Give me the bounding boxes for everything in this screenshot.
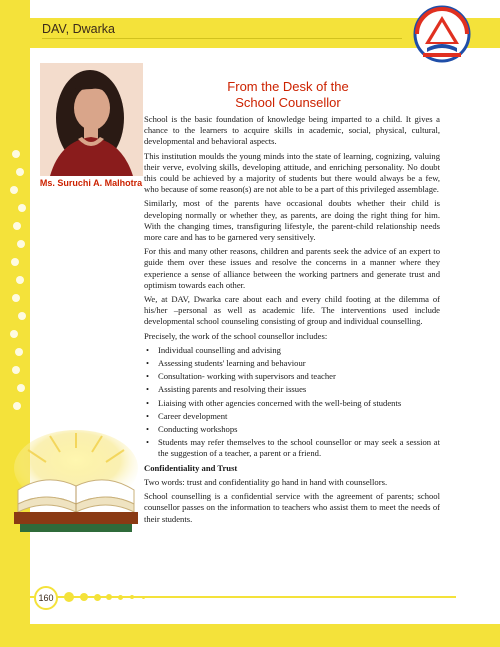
portrait-caption: Ms. Suruchi A. Malhotra xyxy=(39,178,143,188)
footer-dot-pattern xyxy=(60,588,240,608)
paragraph: School is the basic foundation of knowledge being imparted to a child. It gives a chance to the learners to acquire skills in academic, social, physical, cultural, developmental and behavioral aspects. xyxy=(144,114,440,147)
paragraph: For this and many other reasons, children and parents seek the advice of an expert to guide them over these issues and resolve the concerns in a manner where they experience a sense of alliance between the working partners and generate trust and optimism towards each other. xyxy=(144,246,440,290)
paragraph: Precisely, the work of the school counsellor includes: xyxy=(144,330,328,341)
page-title xyxy=(150,79,426,111)
bullet-icon: • xyxy=(146,437,150,448)
bullet-icon: • xyxy=(146,410,150,421)
title-line-2: School Counsellor xyxy=(235,95,341,110)
list-item: • Career development xyxy=(146,410,228,421)
bottom-decorative-band xyxy=(30,624,500,647)
list-item: • Conducting workshops xyxy=(146,424,238,435)
paragraph: School counselling is a confidential service with the agreement of parents; school counsellor passes on the information to teachers who assist them to meet the needs of their students. xyxy=(144,491,440,524)
list-item: • Assisting parents and resolving their issues xyxy=(146,384,307,395)
list-item: • Students may refer themselves to the school counsellor or may seek a session at the suggestion of a teacher, a parent or a friend. xyxy=(146,437,440,459)
bullet-icon: • xyxy=(146,384,150,395)
confidentiality-heading: Confidentiality and Trust xyxy=(144,462,238,473)
paragraph: Similarly, most of the parents have occasional doubts whether their child is developing normally or whether they, as parents, are doing the right thing for him. With the changing times, transfiguring lifestyle, the parent-child relationship needs more care and has to be garnered very sensitively. xyxy=(144,198,440,243)
paragraph: We, at DAV, Dwarka care about each and every child footing at the dilemma of his/her –personal as well as academic life. The interventions used include developmental school counseling consisting of group and individual counselling. xyxy=(144,294,440,327)
counsellor-duties-list xyxy=(144,345,440,460)
paragraph: This institution moulds the young minds into the state of learning, cognizing, valuing their verve, evolving skills, developing attitude, and enriching personality. No doubt this could be achieved by a majority of students but there would always be a few, who because of some reason(s) are not able to be a part of this privileged assemblage. xyxy=(144,150,440,195)
open-book-illustration-icon xyxy=(10,428,142,540)
header-school-name: DAV, Dwarka xyxy=(42,22,115,36)
bullet-icon: • xyxy=(146,424,150,435)
list-item: • Individual counselling and advising xyxy=(146,344,281,355)
bullet-icon: • xyxy=(146,397,150,408)
left-dot-pattern xyxy=(10,150,30,420)
counsellor-portrait xyxy=(40,63,143,176)
list-item: • Liaising with other agencies concerned with the well-being of students xyxy=(146,397,402,408)
bullet-icon: • xyxy=(146,358,150,369)
page-number: 160 xyxy=(34,586,58,610)
title-line-1: From the Desk of the xyxy=(227,79,349,94)
bullet-icon: • xyxy=(146,344,150,355)
school-logo-icon xyxy=(407,4,477,64)
list-item: • Consultation- working with supervisors and teacher xyxy=(146,371,336,382)
article-body xyxy=(144,114,440,528)
paragraph: Two words: trust and confidentiality go hand in hand with counsellors. xyxy=(144,476,388,487)
bullet-icon: • xyxy=(146,371,150,382)
header-divider xyxy=(42,38,402,39)
list-item: • Assessing students' learning and behaviour xyxy=(146,358,306,369)
